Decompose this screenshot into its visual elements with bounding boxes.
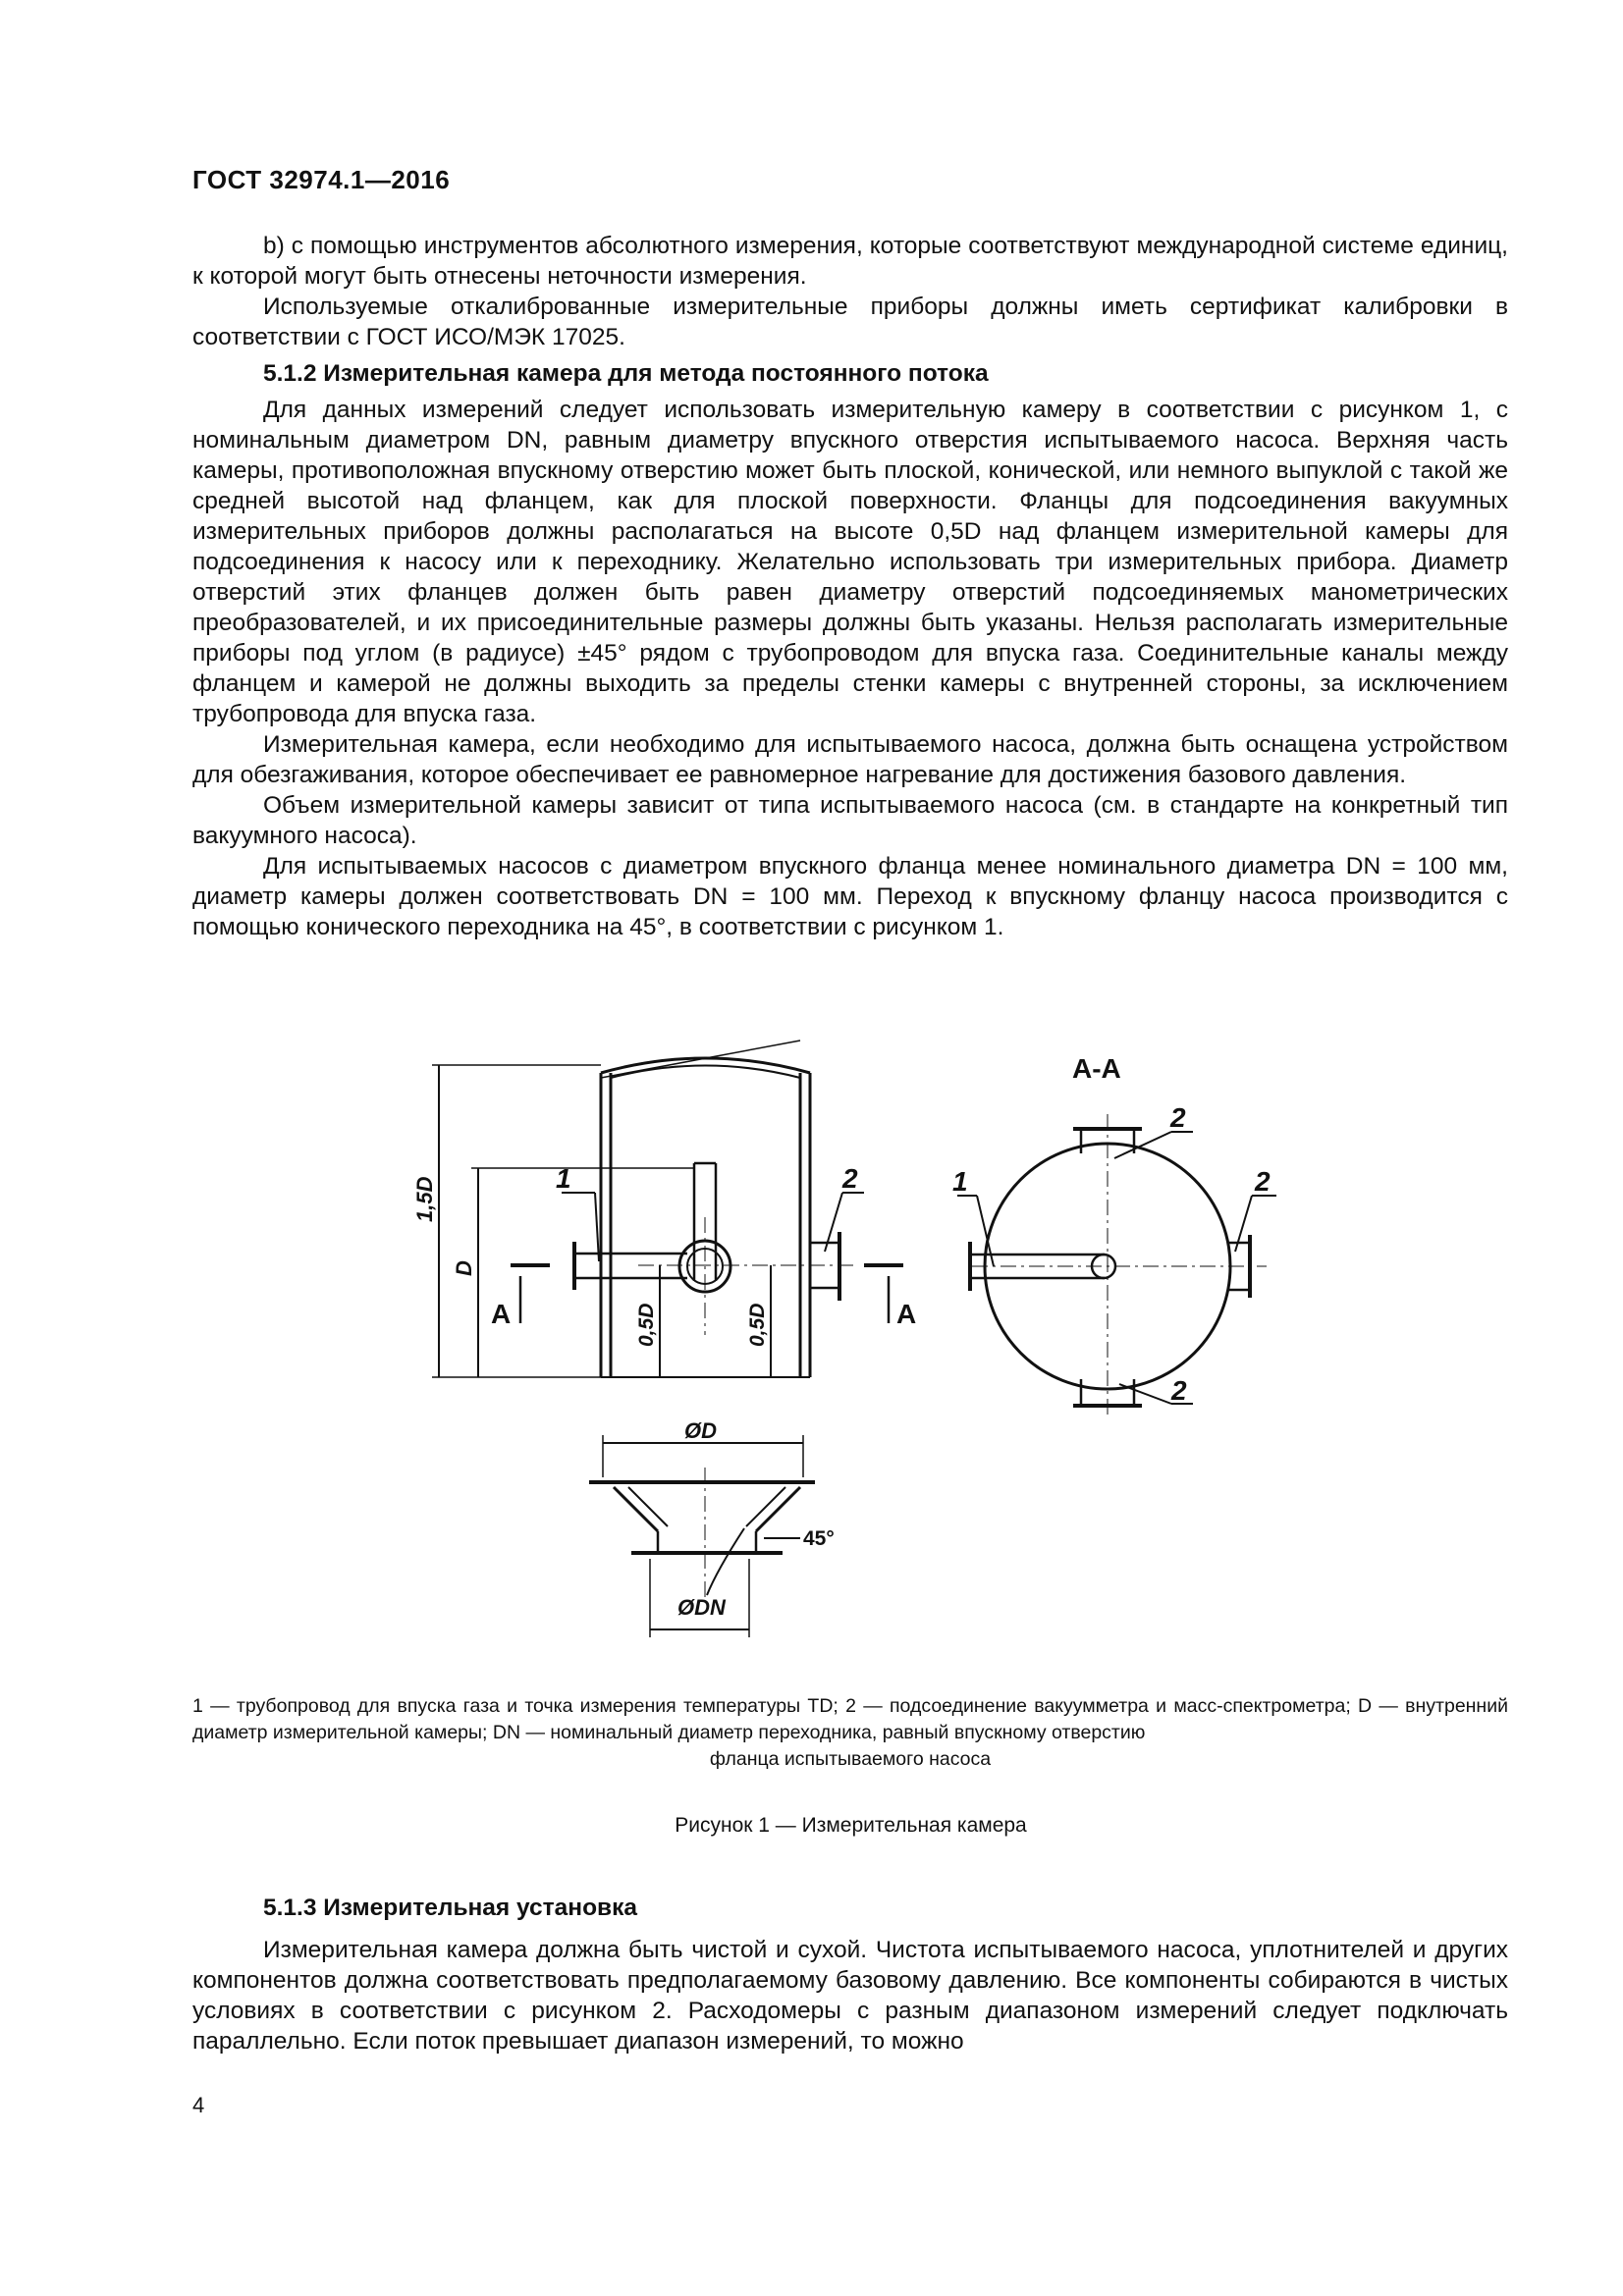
paragraph: Используемые откалиброванные измерительные приборы должны иметь сертификат калибровки в соответствии с ГОСТ ИСО/МЭК 17025. [192, 294, 1508, 350]
angle-label: 45° [803, 1527, 835, 1550]
angle-arc [707, 1528, 744, 1595]
figure-title: Рисунок 1 — Измерительная камера [675, 1814, 1027, 1837]
paragraph: Объем измерительной камеры зависит от типа испытываемого насоса (см. в стандарте на конкретный тип вакуумного насоса). [192, 792, 1508, 849]
dim-label-05d-b: 0,5D [746, 1303, 769, 1347]
paragraph: Для данных измерений следует использовать измерительную камеру в соответствии с рисунком 1, с номинальным диаметром DN, равным диаметру впускного отверстия испытываемого насоса. Верхняя часть камеры, противоположная впускному отверстию может быть плоской, конической, или немного выпуклой с такой же средней высотой над фланцем, как для плоской поверхности. Фланцы для подсоединения вакуумных измерительных приборов должны располагаться на высоте 0,5D над фланцем измерительной камеры для подсоединения к насосу или к переходнику. Желательно использовать три измерительных прибора. Диаметр отверстий этих фланцев должен быть равен диаметру отверстий подсоединяемых манометрических преобразователей, и их присоединительные размеры должны быть указаны. Нельзя располагать измерительные приборы под углом (в радиусе) ±45° рядом с трубопроводом для впуска газа. Соединительные каналы между фланцем и камерой не должны выходить за пределы стенки камеры с внутренней стороны, за исключением трубопровода для впуска газа. [192, 397, 1508, 727]
leader-1 [595, 1193, 599, 1261]
section-callout-1: 1 [952, 1166, 968, 1197]
figure-measurement-chamber [0, 1026, 1623, 1674]
section-callout-2-right: 2 [1255, 1166, 1271, 1197]
paragraph: Измерительная камера должна быть чистой и сухой. Чистота испытываемого насоса, уплотнителей и других компонентов должна соответствовать предполагаемому базовому давлению. Все компоненты собираются в чистых условиях в соответствии с рисунком 2. Расходомеры с разным диапазоном измерений следует подключать параллельно. Если поток превышает диапазон измерений, то можно [192, 1937, 1508, 2055]
dim-label-05d-a: 0,5D [635, 1303, 658, 1347]
body-text [192, 231, 1508, 942]
chamber-top-dome-inner [611, 1066, 800, 1079]
dim-label-15d: 1,5D [412, 1176, 437, 1222]
section-title: А-А [1072, 1053, 1121, 1084]
dim-label-d: D [452, 1260, 476, 1276]
page-number: 4 [192, 2093, 205, 2117]
callout-2: 2 [842, 1163, 858, 1194]
dia-dn-label: ØDN [677, 1595, 726, 1620]
sec-leader-2c [1119, 1384, 1171, 1404]
paragraph: Для испытываемых насосов с диаметром впускного фланца менее номинального диаметра DN = 100 мм, диаметр камеры должен соответствовать DN = 100 мм. Переход к впускному фланцу насоса производится с помощью конического переходника на 45°, в соответствии с рисунком 1. [192, 853, 1508, 940]
section-label-a-right: A [896, 1299, 917, 1329]
section-5-1-3 [192, 1893, 1508, 2056]
document-header: ГОСТ 32974.1—2016 [192, 165, 451, 194]
section-heading: 5.1.3 Измерительная установка [263, 1895, 638, 1921]
paragraph: b) с помощью инструментов абсолютного измерения, которые соответствуют международной системе единиц, к которой могут быть отнесены неточности измерения. [192, 233, 1508, 290]
legend-text-end: фланца испытываемого насоса [709, 1748, 992, 1770]
section-callout-2-top: 2 [1170, 1102, 1186, 1133]
section-heading: 5.1.2 Измерительная камера для метода постоянного потока [263, 360, 989, 387]
dia-d-label: ØD [684, 1418, 717, 1443]
figure-legend [192, 1693, 1508, 1773]
callout-1: 1 [556, 1163, 571, 1194]
section-callout-2-bottom: 2 [1171, 1375, 1187, 1406]
section-label-a-left: A [491, 1299, 512, 1329]
legend-text: 1 — трубопровод для впуска газа и точка измерения температуры TD; 2 — подсоединение вакуумметра и масс-спектрометра; D — внутренний диаметр измерительной камеры; DN — номинальный диаметр переходника, равный впускному отверстию [192, 1695, 1508, 1743]
paragraph: Измерительная камера, если необходимо для испытываемого насоса, должна быть оснащена устройством для обезгаживания, которое обеспечивает ее равномерное нагревание для достижения базового давления. [192, 731, 1508, 788]
